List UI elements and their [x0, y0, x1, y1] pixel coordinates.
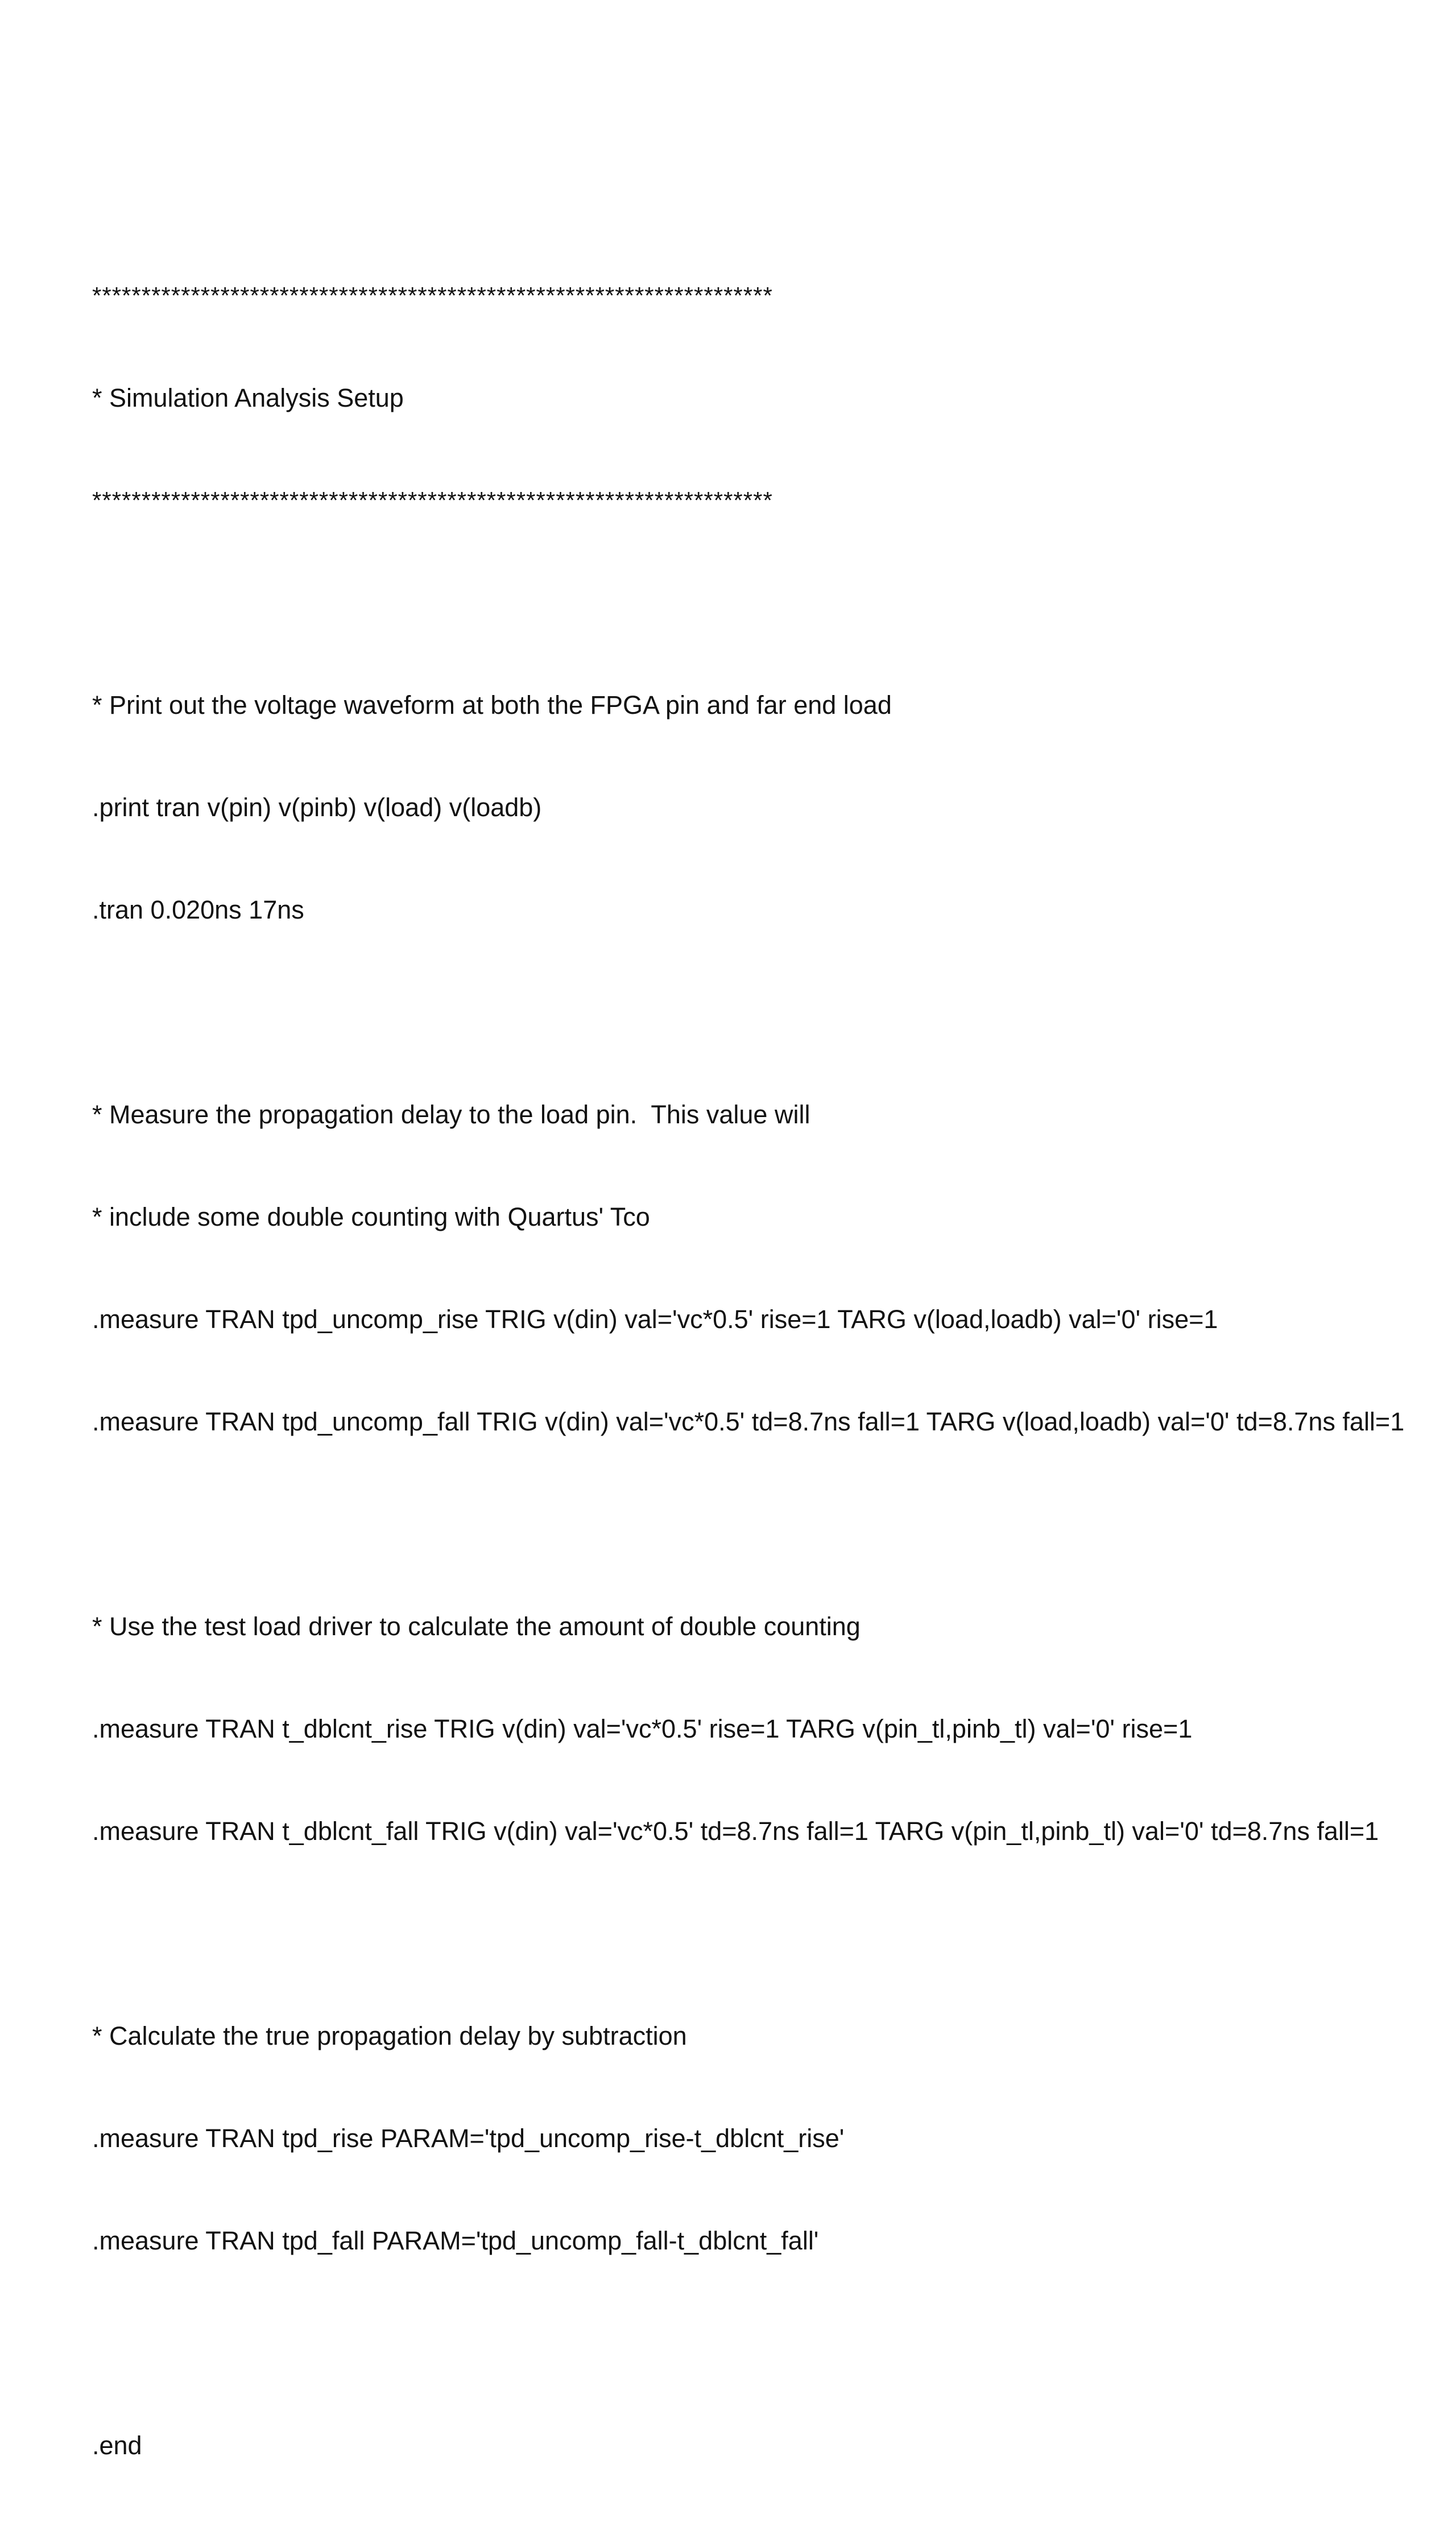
header-stars-top: ********************************************************************* — [92, 282, 773, 309]
dblcnt-comment: * Use the test load driver to calculate the amount of double counting — [92, 1612, 861, 1641]
spice-code-block — [92, 210, 1440, 2531]
measure-dblcnt-fall: .measure TRAN t_dblcnt_fall TRIG v(din) val='vc*0.5' td=8.7ns fall=1 TARG v(pin_tl,pinb_tl) val='0' td=8.7ns fall=1 — [92, 1817, 1379, 1846]
measure-dblcnt-rise: .measure TRAN t_dblcnt_rise TRIG v(din) val='vc*0.5' rise=1 TARG v(pin_tl,pinb_tl) val='0' rise=1 — [92, 1714, 1193, 1743]
blank-line — [92, 1507, 1440, 1541]
blank-line — [92, 2326, 1440, 2360]
measure-uncomp-rise: .measure TRAN tpd_uncomp_rise TRIG v(din) val='vc*0.5' rise=1 TARG v(load,loadb) val='0' rise=1 — [92, 1305, 1218, 1334]
print-comment: * Print out the voltage waveform at both the FPGA pin and far end load — [92, 690, 892, 719]
measure-comment-1: * Measure the propagation delay to the load pin. This value will — [92, 1100, 810, 1129]
blank-line — [92, 995, 1440, 1029]
true-delay-comment: * Calculate the true propagation delay by subtraction — [92, 2021, 687, 2050]
measure-uncomp-fall: .measure TRAN tpd_uncomp_fall TRIG v(din) val='vc*0.5' td=8.7ns fall=1 TARG v(load,loadb) val='0' td=8.7ns fall=1 — [92, 1407, 1405, 1436]
tran-command: .tran 0.020ns 17ns — [92, 895, 304, 924]
end-statement: .end — [92, 2431, 142, 2460]
header-stars-bottom: ********************************************************************* — [92, 487, 773, 514]
blank-line — [92, 586, 1440, 620]
measure-tpd-rise: .measure TRAN tpd_rise PARAM='tpd_uncomp_rise-t_dblcnt_rise' — [92, 2124, 845, 2153]
blank-line — [92, 1917, 1440, 1951]
measure-tpd-fall: .measure TRAN tpd_fall PARAM='tpd_uncomp_fall-t_dblcnt_fall' — [92, 2226, 819, 2255]
section-title: * Simulation Analysis Setup — [92, 383, 404, 412]
print-command: .print tran v(pin) v(pinb) v(load) v(loadb) — [92, 793, 542, 822]
measure-comment-2: * include some double counting with Quartus' Tco — [92, 1202, 650, 1231]
